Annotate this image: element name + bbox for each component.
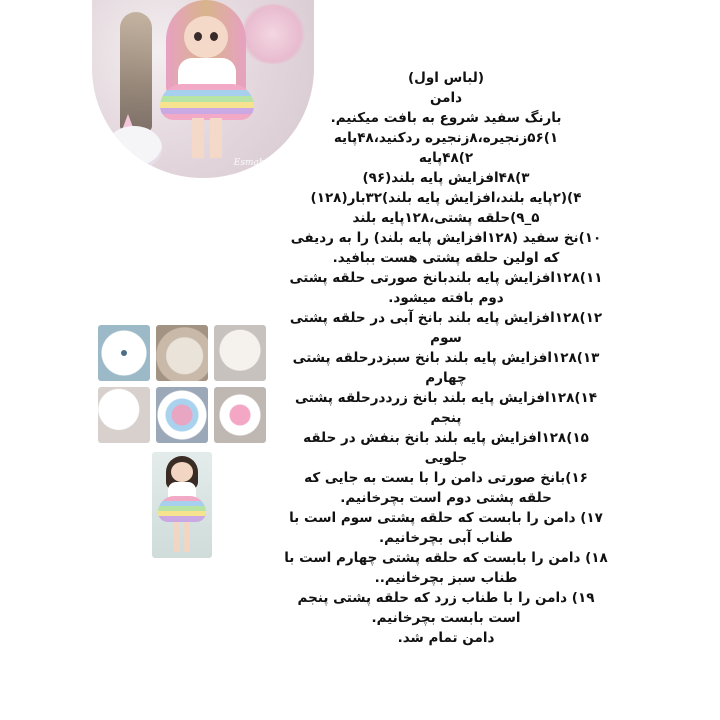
flowers-decoration — [238, 4, 308, 64]
instruction-line: ۱۶)بانخ صورتی دامن را با بست به جایی که — [304, 470, 588, 486]
doll-eye-left — [194, 32, 202, 41]
instruction-line: ۲)۴۸پایه — [418, 150, 474, 166]
instruction-line: ۱۰)نخ سفید (۱۲۸افزایش پایه بلند) را به ردیفی — [290, 230, 602, 246]
instruction-line: ۱۴)۱۲۸افزایش پایه بلند بانخ زرددرحلقه پشتی — [294, 390, 598, 406]
instruction-line: ۴)(۲پایه بلند،افزایش پایه بلند)۳۲بار(۱۲۸) — [310, 190, 582, 206]
unicorn-toy — [106, 126, 162, 170]
doll-legs — [174, 522, 190, 552]
step-photo-5 — [156, 387, 208, 443]
instruction-line: سوم — [430, 330, 462, 346]
section-subtitle: دامن — [429, 90, 463, 106]
step-photo-6 — [214, 387, 266, 443]
step-photo-4 — [98, 387, 150, 443]
instruction-line: دوم بافته میشود. — [388, 290, 504, 306]
step-photo-1 — [98, 325, 150, 381]
instruction-line: ۱۹) دامن را با طناب زرد که حلقه پشتی پنجم — [297, 590, 595, 606]
doll-rainbow-skirt — [158, 496, 206, 522]
doll-face — [184, 16, 228, 58]
instruction-line: ۱۷) دامن را بابست که حلقه پشتی سوم است با — [289, 510, 603, 526]
section-title: (لباس اول) — [407, 70, 485, 86]
instruction-line: پنجم — [430, 410, 462, 426]
instruction-line: طناب سبز بچرخانیم.. — [374, 570, 518, 586]
instruction-line: ۱)۵۶زنجیره،۸زنجیره ردکنید،۴۸پایه — [333, 130, 559, 146]
instruction-line: بارنگ سفید شروع به بافت میکنیم. — [330, 110, 562, 126]
doll-legs — [192, 118, 222, 158]
instruction-line: چهارم — [425, 370, 467, 386]
instruction-line: ۵_۹)حلقه پشتی،۱۲۸پایه بلند — [352, 210, 540, 226]
instruction-line: ۱۳)۱۲۸افزایش پایه بلند بانخ سبزدرحلقه پشتی — [292, 350, 600, 366]
doll-face — [171, 462, 193, 482]
instruction-line: حلقه پشتی دوم است بچرخانیم. — [340, 490, 552, 506]
instruction-line: ۱۸) دامن را بابست که حلقه پشتی چهارم است با — [284, 550, 608, 566]
step-photo-3 — [214, 325, 266, 381]
instruction-line: ۱۱)۱۲۸افزایش پایه بلندبانخ صورتی حلقه پشتی — [289, 270, 603, 286]
doll-eye-right — [210, 32, 218, 41]
instruction-line: جلویی — [424, 450, 468, 466]
doll-photo-finished — [152, 452, 212, 558]
instruction-line: که اولین حلقه پشتی هست ببافید. — [332, 250, 560, 266]
step-photo-grid — [98, 325, 266, 445]
doll-rainbow-skirt — [160, 84, 254, 120]
instruction-line: ۱۵)۱۲۸افزایش پایه بلند بانخ بنفش در حلقه — [303, 430, 589, 446]
instruction-line: است بابست بچرخانیم. — [371, 610, 521, 626]
closing-line: دامن تمام شد. — [397, 630, 495, 646]
photo-watermark: Esmahamim — [233, 158, 290, 168]
instruction-line: ۱۲)۱۲۸افزایش پایه بلند بانخ آبی در حلقه پشتی — [289, 310, 603, 326]
instruction-line: ۳)۴۸افزایش پایه بلند(۹۶) — [362, 170, 530, 186]
instruction-line: طناب آبی بچرخانیم. — [379, 530, 513, 546]
yarn-ring-center — [121, 350, 127, 356]
step-photo-2 — [156, 325, 208, 381]
crochet-instructions — [264, 68, 628, 648]
